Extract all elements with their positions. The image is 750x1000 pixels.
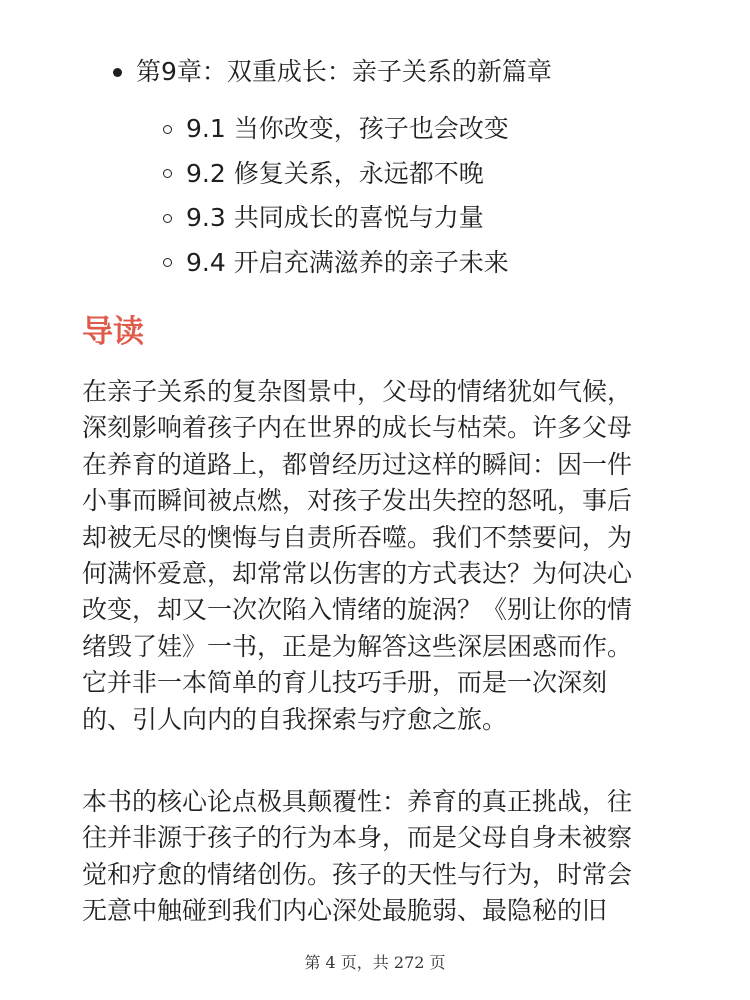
text-line: 绪毁了娃》一书，正是为解答这些深层困惑而作。	[82, 631, 633, 661]
intro-heading: 导读	[82, 314, 144, 350]
text-line: 无意中触碰到我们内心深处最脆弱、最隐秘的旧	[82, 896, 608, 926]
chapter-title: 第9章：双重成长：亲子关系的新篇章	[136, 57, 552, 86]
section-item	[163, 241, 509, 286]
text-line: 改变，却又一次次陷入情绪的旋涡？《别让你的情	[82, 595, 633, 625]
text-line: 在养育的道路上，都曾经历过这样的瞬间：因一件	[82, 449, 633, 479]
bullet-circle-icon	[163, 125, 172, 134]
bullet-circle-icon	[163, 214, 172, 223]
text-line: 何满怀爱意，却常常以伤害的方式表达？为何决心	[82, 559, 633, 589]
section-title: 9.2 修复关系，永远都不晚	[186, 158, 484, 188]
chapter-outline-item	[113, 52, 552, 92]
bullet-circle-icon	[163, 169, 172, 178]
text-line: 它并非一本简单的育儿技巧手册，而是一次深刻	[82, 668, 608, 698]
section-item	[163, 152, 509, 197]
bullet-disc-icon	[113, 68, 122, 77]
text-line: 小事而瞬间被点燃，对孩子发出失控的怒吼，事后	[82, 486, 633, 516]
text-line: 本书的核心论点极具颠覆性：养育的真正挑战，往	[82, 787, 633, 816]
text-line: 却被无尽的懊悔与自责所吞噬。我们不禁要问，为	[82, 522, 633, 552]
intro-paragraph-2	[82, 784, 672, 930]
text-line: 深刻影响着孩子内在世界的成长与枯荣。许多父母	[82, 413, 633, 443]
section-title: 9.1 当你改变，孩子也会改变	[186, 114, 509, 144]
text-line: 往并非源于孩子的行为本身，而是父母自身未被察	[82, 823, 633, 853]
section-list	[163, 107, 509, 285]
section-title: 9.3 共同成长的喜悦与力量	[186, 203, 484, 233]
section-item	[163, 196, 509, 241]
bullet-circle-icon	[163, 258, 172, 267]
text-line: 的、引人向内的自我探索与疗愈之旅。	[82, 704, 508, 734]
section-item	[163, 107, 509, 152]
text-line: 在亲子关系的复杂图景中，父母的情绪犹如气候，	[82, 377, 633, 406]
text-line: 觉和疗愈的情绪创伤。孩子的天性与行为，时常会	[82, 859, 633, 889]
page-number: 第 4 页，共 272 页	[304, 953, 446, 972]
intro-paragraph-1	[82, 374, 672, 738]
section-title: 9.4 开启充满滋养的亲子未来	[186, 247, 509, 277]
